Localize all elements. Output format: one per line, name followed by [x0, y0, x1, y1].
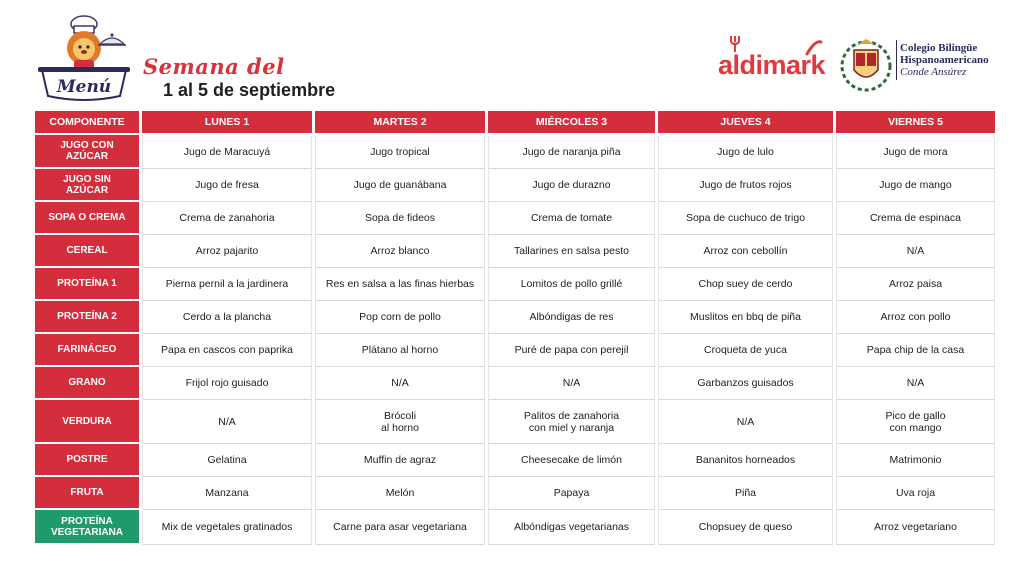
table-row — [35, 444, 995, 477]
table-row — [35, 268, 995, 301]
component-label-line: VEGETARIANA — [50, 526, 124, 538]
menu-cell: Croqueta de yuca — [658, 334, 833, 367]
table-row — [35, 301, 995, 334]
table-row — [35, 235, 995, 268]
component-label-line: CEREAL — [66, 245, 108, 256]
menu-cell: Jugo tropical — [315, 135, 485, 169]
menu-cell: Brócoli al horno — [315, 400, 485, 444]
menu-cell: Crema de zanahoria — [142, 202, 312, 235]
menu-cell: Mix de vegetales gratinados — [142, 510, 312, 545]
component-label-line: JUGO SIN — [63, 173, 111, 185]
component-label-line: PROTEÍNA 2 — [57, 311, 117, 322]
menu-cell: Carne para asar vegetariana — [315, 510, 485, 545]
menu-cell: Pop corn de pollo — [315, 301, 485, 334]
week-label: Semana del — [143, 54, 285, 79]
menu-cell: Papa en cascos con paprika — [142, 334, 312, 367]
menu-cell: Crema de tomate — [488, 202, 655, 235]
school-name — [900, 42, 989, 78]
component-label — [35, 301, 139, 334]
table-row — [35, 367, 995, 400]
menu-cell: Arroz pajarito — [142, 235, 312, 268]
menu-cell: Papa chip de la casa — [836, 334, 995, 367]
column-header-day: MARTES 2 — [315, 111, 485, 135]
component-label-line: SOPA O CREMA — [48, 212, 126, 223]
menu-logo-text: Menú — [56, 77, 112, 97]
school-crest-icon — [838, 36, 894, 92]
component-label-line: GRANO — [68, 377, 106, 388]
component-label — [35, 400, 139, 444]
menu-cell: Pierna pernil a la jardinera — [142, 268, 312, 301]
column-header-day: MIÉRCOLES 3 — [488, 111, 655, 135]
menu-cell: Jugo de durazno — [488, 169, 655, 202]
menu-cell: Bananitos horneados — [658, 444, 833, 477]
school-line-1: Colegio Bilingüe — [900, 42, 978, 54]
menu-cell: Arroz vegetariano — [836, 510, 995, 545]
aldimark-logo: aldimark — [718, 50, 826, 80]
menu-cell: Jugo de lulo — [658, 135, 833, 169]
menu-cell: Jugo de mora — [836, 135, 995, 169]
menu-cell: Jugo de mango — [836, 169, 995, 202]
component-label — [35, 334, 139, 367]
menu-cell: Arroz con pollo — [836, 301, 995, 334]
column-header-component: COMPONENTE — [35, 111, 139, 135]
component-label-line: JUGO CON — [60, 140, 114, 151]
menu-cell: Res en salsa a las finas hierbas — [315, 268, 485, 301]
menu-cell: Albóndigas de res — [488, 301, 655, 334]
menu-cell: Arroz con cebollín — [658, 235, 833, 268]
menu-cell: N/A — [836, 367, 995, 400]
component-label — [35, 367, 139, 400]
menu-cell: Muslitos en bbq de piña — [658, 301, 833, 334]
component-label — [35, 477, 139, 510]
menu-cell: Chopsuey de queso — [658, 510, 833, 545]
menu-cell: Cheesecake de limón — [488, 444, 655, 477]
school-line-2: Hispanoamericano — [900, 54, 989, 66]
table-row — [35, 202, 995, 235]
menu-cell: N/A — [315, 367, 485, 400]
menu-cell: Tallarines en salsa pesto — [488, 235, 655, 268]
column-header-day: JUEVES 4 — [658, 111, 833, 135]
component-label-line: AZÚCAR — [65, 184, 109, 196]
table-header-row — [35, 111, 995, 135]
component-label — [35, 444, 139, 477]
menu-cell: Cerdo a la plancha — [142, 301, 312, 334]
menu-cell: N/A — [836, 235, 995, 268]
menu-cell: Garbanzos guisados — [658, 367, 833, 400]
menu-cell: Arroz paisa — [836, 268, 995, 301]
menu-cell: Melón — [315, 477, 485, 510]
swoosh-icon — [805, 38, 823, 56]
component-label — [35, 169, 139, 202]
menu-cell: Sopa de fideos — [315, 202, 485, 235]
menu-cell: Crema de espinaca — [836, 202, 995, 235]
menu-cell: N/A — [142, 400, 312, 444]
menu-cell: Lomitos de pollo grillé — [488, 268, 655, 301]
component-label-line: VERDURA — [62, 415, 112, 427]
menu-cell: Albóndigas vegetarianas — [488, 510, 655, 545]
menu-cell: Sopa de cuchuco de trigo — [658, 202, 833, 235]
menu-cell: N/A — [658, 400, 833, 444]
menu-cell: Papaya — [488, 477, 655, 510]
menu-cell: Arroz blanco — [315, 235, 485, 268]
menu-cell: Chop suey de cerdo — [658, 268, 833, 301]
component-label-line: FARINÁCEO — [57, 344, 117, 355]
component-label — [35, 135, 139, 169]
component-label-line: PROTEÍNA — [61, 515, 113, 527]
component-label — [35, 268, 139, 301]
component-label-line: POSTRE — [66, 454, 108, 465]
table-row — [35, 169, 995, 202]
school-divider — [896, 40, 897, 80]
weekly-menu-table — [32, 111, 998, 545]
table-row — [35, 135, 995, 169]
component-label — [35, 510, 139, 545]
menu-cell: Pico de gallo con mango — [836, 400, 995, 444]
table-row — [35, 334, 995, 367]
menu-cell: Palitos de zanahoria con miel y naranja — [488, 400, 655, 444]
menu-cell: Jugo de frutos rojos — [658, 169, 833, 202]
menu-cell: Matrimonio — [836, 444, 995, 477]
menu-cell: Puré de papa con perejil — [488, 334, 655, 367]
component-label — [35, 235, 139, 268]
component-label-line: PROTEÍNA 1 — [57, 278, 117, 289]
menu-cell: N/A — [488, 367, 655, 400]
component-label — [35, 202, 139, 235]
menu-cell: Frijol rojo guisado — [142, 367, 312, 400]
column-header-day: VIERNES 5 — [836, 111, 995, 135]
menu-cell: Muffin de agraz — [315, 444, 485, 477]
chef-lion-menu-logo — [36, 14, 136, 104]
menu-cell: Jugo de guanábana — [315, 169, 485, 202]
menu-cell: Gelatina — [142, 444, 312, 477]
week-dates: 1 al 5 de septiembre — [163, 80, 336, 100]
menu-cell: Uva roja — [836, 477, 995, 510]
menu-cell: Manzana — [142, 477, 312, 510]
school-line-3: Conde Ansúrez — [900, 66, 967, 78]
menu-cell: Jugo de fresa — [142, 169, 312, 202]
column-header-day: LUNES 1 — [142, 111, 312, 135]
table-row — [35, 400, 995, 444]
component-label-line: AZÚCAR — [65, 151, 109, 162]
component-label-line: FRUTA — [70, 487, 104, 498]
menu-cell: Jugo de Maracuyá — [142, 135, 312, 169]
menu-cell: Jugo de naranja piña — [488, 135, 655, 169]
table-row — [35, 510, 995, 545]
menu-cell: Piña — [658, 477, 833, 510]
table-row — [35, 477, 995, 510]
menu-cell: Plátano al horno — [315, 334, 485, 367]
